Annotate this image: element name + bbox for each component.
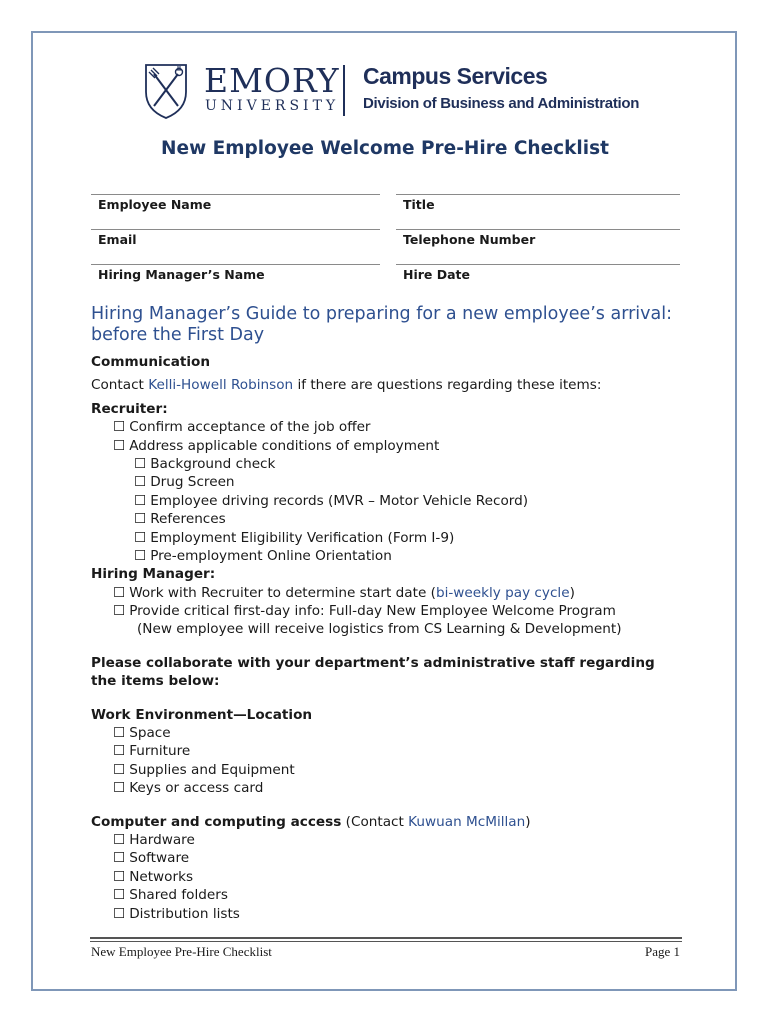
- hire-date-label: Hire Date: [403, 267, 471, 282]
- email-label: Email: [98, 232, 137, 247]
- checklist-subitem[interactable]: [91, 492, 691, 510]
- item-label-suffix: ): [569, 584, 575, 601]
- checklist-subitem[interactable]: [91, 473, 691, 491]
- checkbox-icon[interactable]: ☐: [134, 547, 147, 564]
- item-label: Employee driving records (MVR – Motor Vehicle Record): [150, 492, 529, 509]
- checkbox-icon[interactable]: ☐: [113, 905, 126, 922]
- title-field[interactable]: [396, 194, 680, 219]
- emory-shield-icon: [143, 62, 189, 120]
- item-label: Software: [129, 850, 190, 867]
- employee-name-field[interactable]: [91, 194, 380, 219]
- collaborate-note-line1: Please collaborate with your department’s administrative staff regarding: [91, 654, 655, 671]
- item-label: Background check: [150, 455, 276, 472]
- checklist-item[interactable]: [91, 602, 691, 620]
- checkbox-icon[interactable]: ☐: [134, 492, 147, 509]
- logo-divider: [343, 65, 345, 116]
- item-label: Furniture: [129, 743, 191, 760]
- item-label: Supplies and Equipment: [129, 761, 295, 778]
- checkbox-icon[interactable]: ☐: [113, 725, 126, 742]
- item-label: Pre-employment Online Orientation: [150, 547, 392, 564]
- item-label: Address applicable conditions of employment: [129, 437, 440, 454]
- checkbox-icon[interactable]: ☐: [134, 474, 147, 491]
- checkbox-icon[interactable]: ☐: [113, 887, 126, 904]
- checkbox-icon[interactable]: ☐: [113, 437, 126, 454]
- item-label: Distribution lists: [129, 905, 240, 922]
- pay-cycle-link[interactable]: bi-weekly pay cycle: [435, 584, 570, 601]
- page-title: New Employee Welcome Pre-Hire Checklist: [161, 138, 609, 159]
- checklist-item[interactable]: [91, 886, 691, 904]
- checklist-item[interactable]: [91, 724, 691, 742]
- checkbox-icon[interactable]: ☐: [113, 850, 126, 867]
- checklist-item[interactable]: [91, 584, 691, 602]
- checklist-item[interactable]: [91, 418, 691, 436]
- item-label: Hardware: [129, 831, 195, 848]
- title-label: Title: [403, 197, 435, 212]
- emory-campus-services-logo: [143, 62, 663, 122]
- checklist-item[interactable]: [91, 868, 691, 886]
- division-name: Division of Business and Administration: [363, 95, 640, 112]
- checklist-item[interactable]: [91, 761, 691, 779]
- checklist-item[interactable]: [91, 742, 691, 760]
- unit-name: Campus Services: [363, 63, 548, 89]
- checkbox-icon[interactable]: ☐: [113, 761, 126, 778]
- employee-name-label: Employee Name: [98, 197, 212, 212]
- item-label: Provide critical first-day info: Full-day New Employee Welcome Program: [129, 603, 616, 620]
- item-label: Confirm acceptance of the job offer: [129, 419, 371, 436]
- checklist-item[interactable]: [91, 779, 691, 797]
- computer-access-heading: Computer and computing access: [91, 813, 342, 830]
- contact-link-kuwuan[interactable]: Kuwuan McMillan: [408, 813, 526, 830]
- collaborate-note-line2: the items below:: [91, 673, 220, 690]
- checkbox-icon[interactable]: ☐: [113, 419, 126, 436]
- hiring-manager-name-field[interactable]: [91, 264, 380, 289]
- footer-rule-thin: [90, 941, 682, 942]
- checkbox-icon[interactable]: ☐: [134, 529, 147, 546]
- item-label: Employment Eligibility Verification (Form I-9): [150, 529, 455, 546]
- checklist-subitem[interactable]: [91, 529, 691, 547]
- item-label: Work with Recruiter to determine start date (: [129, 584, 436, 601]
- contact-prefix: (Contact: [341, 813, 409, 830]
- recruiter-heading: Recruiter:: [91, 400, 168, 417]
- checklist-subitem[interactable]: [91, 510, 691, 528]
- hire-date-field[interactable]: [396, 264, 680, 289]
- checklist-subitem[interactable]: [91, 547, 691, 565]
- item-label: Shared folders: [129, 887, 228, 904]
- checklist-item[interactable]: [91, 437, 691, 455]
- checkbox-icon[interactable]: ☐: [113, 831, 126, 848]
- contact-prefix: Contact: [91, 377, 149, 394]
- checkbox-icon[interactable]: ☐: [113, 780, 126, 797]
- contact-suffix: if there are questions regarding these items:: [293, 377, 602, 394]
- communication-heading: Communication: [91, 354, 211, 370]
- item-label: Keys or access card: [129, 780, 264, 797]
- telephone-label: Telephone Number: [403, 232, 536, 247]
- item-label: Networks: [129, 868, 194, 885]
- item-label: Space: [129, 725, 171, 742]
- checkbox-icon[interactable]: ☐: [134, 511, 147, 528]
- contact-suffix: ): [525, 813, 531, 830]
- footer-rule: [90, 937, 682, 939]
- checkbox-icon[interactable]: ☐: [113, 868, 126, 885]
- footer-page-number: Page 1: [644, 944, 680, 959]
- telephone-field[interactable]: [396, 229, 680, 254]
- footer-doc-title: New Employee Pre-Hire Checklist: [91, 944, 272, 959]
- item-label: Drug Screen: [150, 474, 235, 491]
- emory-wordmark: EMORY: [204, 61, 340, 100]
- university-wordmark: UNIVERSITY: [205, 98, 340, 114]
- checklist-subitem[interactable]: [91, 455, 691, 473]
- hiring-manager-name-label: Hiring Manager’s Name: [98, 267, 265, 282]
- computer-access-heading-line: [91, 813, 691, 831]
- checklist-body: [91, 353, 691, 923]
- checkbox-icon[interactable]: ☐: [113, 603, 126, 620]
- work-environment-heading: Work Environment—Location: [91, 706, 313, 723]
- checklist-item[interactable]: [91, 849, 691, 867]
- hiring-manager-heading: Hiring Manager:: [91, 566, 216, 583]
- email-field[interactable]: [91, 229, 380, 254]
- guide-heading: Hiring Manager’s Guide to preparing for a new employee’s arrival: before the First Day: [91, 304, 672, 345]
- checkbox-icon[interactable]: ☐: [134, 455, 147, 472]
- checkbox-icon[interactable]: ☐: [113, 584, 126, 601]
- checkbox-icon[interactable]: ☐: [113, 743, 126, 760]
- item-label: References: [150, 511, 226, 528]
- item-note: (New employee will receive logistics from CS Learning & Development): [137, 621, 622, 638]
- checklist-item[interactable]: [91, 831, 691, 849]
- communication-contact: [91, 376, 691, 394]
- checklist-item[interactable]: [91, 905, 691, 923]
- contact-link-kelli[interactable]: Kelli-Howell Robinson: [148, 377, 294, 394]
